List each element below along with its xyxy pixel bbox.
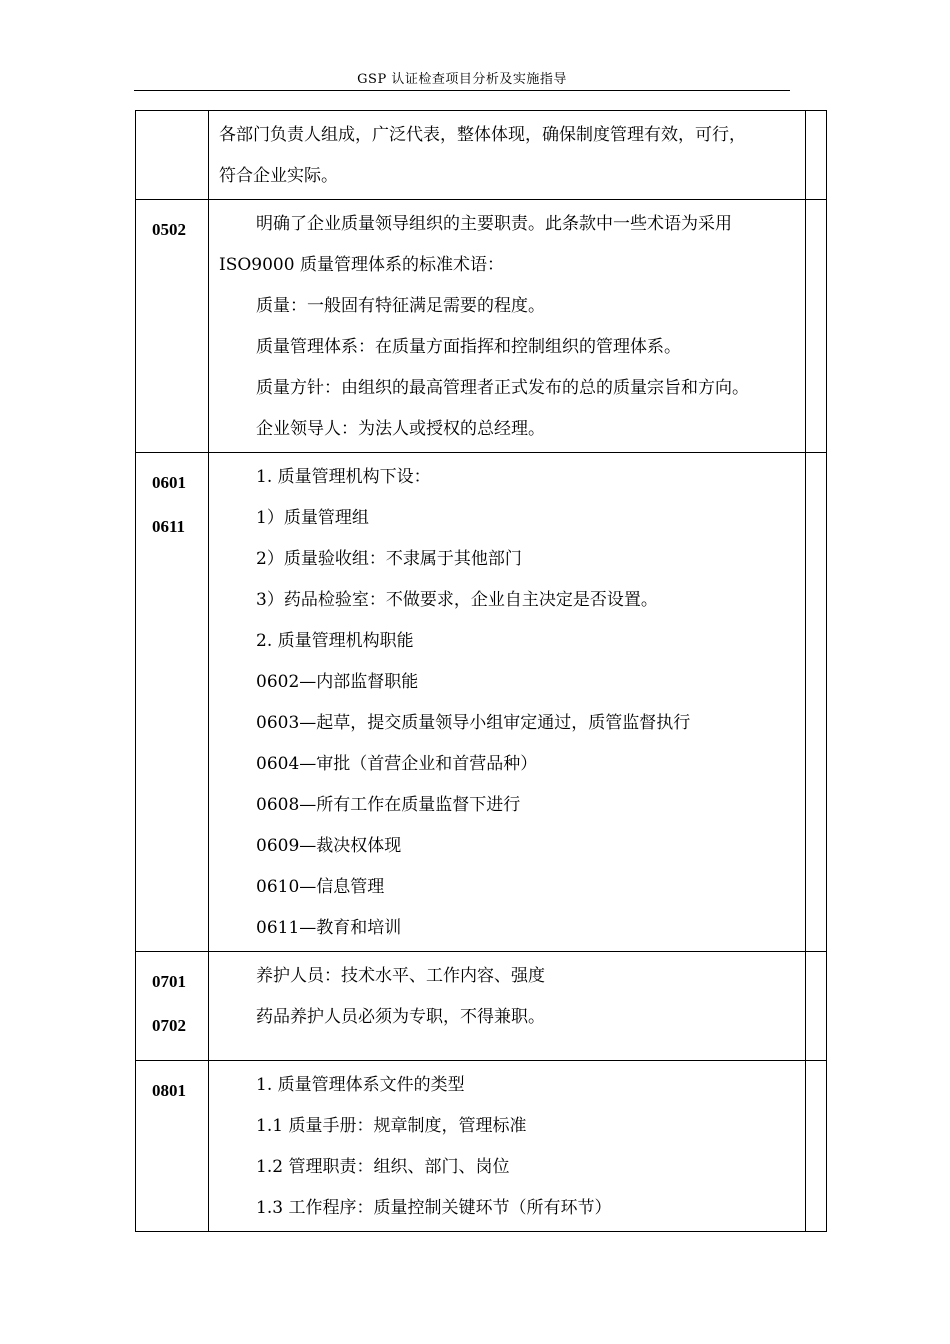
item-code: 0601 [152, 473, 186, 492]
description-line: 明确了企业质量领导组织的主要职责。此条款中一些术语为采用 [256, 214, 732, 234]
item-description-cell [209, 952, 806, 1061]
description-line: ISO9000 质量管理体系的标准术语： [219, 255, 504, 275]
header-rule [134, 90, 790, 91]
item-codes [136, 453, 208, 561]
description-line: 药品养护人员必须为专职，不得兼职。 [256, 1007, 545, 1027]
item-description-cell [209, 1061, 806, 1232]
blank-margin-cell [806, 453, 827, 952]
description-line: 质量管理体系：在质量方面指挥和控制组织的管理体系。 [256, 337, 681, 357]
description-line: 1.2 管理职责：组织、部门、岗位 [256, 1157, 510, 1177]
item-description [209, 1061, 805, 1231]
table-row [136, 1061, 827, 1232]
page-header: GSP 认证检查项目分析及实施指导 [357, 72, 567, 87]
description-line: 1）质量管理组 [256, 508, 369, 528]
description-line: 0603—起草，提交质量领导小组审定通过，质管监督执行 [256, 713, 691, 733]
blank-margin-cell [806, 1061, 827, 1232]
blank-margin-cell [806, 111, 827, 200]
item-code: 0801 [152, 1081, 186, 1100]
table-row [136, 111, 827, 200]
checklist-table [135, 110, 827, 1232]
description-line: 0609—裁决权体现 [256, 836, 402, 856]
item-code: 0502 [152, 220, 186, 239]
table-row [136, 453, 827, 952]
description-line: 2. 质量管理机构职能 [256, 631, 414, 651]
description-line: 0610—信息管理 [256, 877, 385, 897]
item-code: 0701 [152, 972, 186, 991]
table-row [136, 952, 827, 1061]
description-line: 1.3 工作程序：质量控制关键环节（所有环节） [256, 1198, 612, 1218]
blank-margin-cell [806, 952, 827, 1061]
item-codes [136, 1061, 208, 1125]
description-line: 质量方针：由组织的最高管理者正式发布的总的质量宗旨和方向。 [256, 378, 749, 398]
description-line: 企业领导人：为法人或授权的总经理。 [256, 419, 545, 439]
description-line: 1. 质量管理机构下设： [256, 467, 431, 487]
item-code-cell [136, 200, 209, 453]
blank-margin-cell [806, 200, 827, 453]
item-codes [136, 111, 208, 131]
description-line: 质量：一般固有特征满足需要的程度。 [256, 296, 545, 316]
item-codes [136, 200, 208, 264]
description-line: 3）药品检验室：不做要求，企业自主决定是否设置。 [256, 590, 658, 610]
item-code: 0611 [152, 517, 186, 536]
description-line: 0602—内部监督职能 [256, 672, 419, 692]
table-body [136, 111, 827, 1232]
item-description-cell [209, 200, 806, 453]
description-line: 符合企业实际。 [219, 166, 338, 186]
item-code-cell [136, 111, 209, 200]
description-line: 0604—审批（首营企业和首营品种） [256, 754, 538, 774]
description-line: 0608—所有工作在质量监督下进行 [256, 795, 521, 815]
item-description-cell [209, 111, 806, 200]
item-description [209, 200, 805, 452]
item-description-cell [209, 453, 806, 952]
description-line: 2）质量验收组：不隶属于其他部门 [256, 549, 522, 569]
item-description [209, 111, 805, 199]
item-code-cell [136, 952, 209, 1061]
item-code-cell [136, 1061, 209, 1232]
table-row [136, 200, 827, 453]
description-line: 养护人员：技术水平、工作内容、强度 [256, 966, 545, 986]
description-line: 各部门负责人组成，广泛代表，整体体现，确保制度管理有效，可行， [219, 125, 746, 145]
item-codes [136, 952, 208, 1060]
description-line: 1. 质量管理体系文件的类型 [256, 1075, 465, 1095]
item-description [209, 952, 805, 1040]
description-line: 0611—教育和培训 [256, 918, 402, 938]
item-code-cell [136, 453, 209, 952]
description-line: 1.1 质量手册：规章制度，管理标准 [256, 1116, 527, 1136]
item-description [209, 453, 805, 951]
item-code: 0702 [152, 1016, 186, 1035]
